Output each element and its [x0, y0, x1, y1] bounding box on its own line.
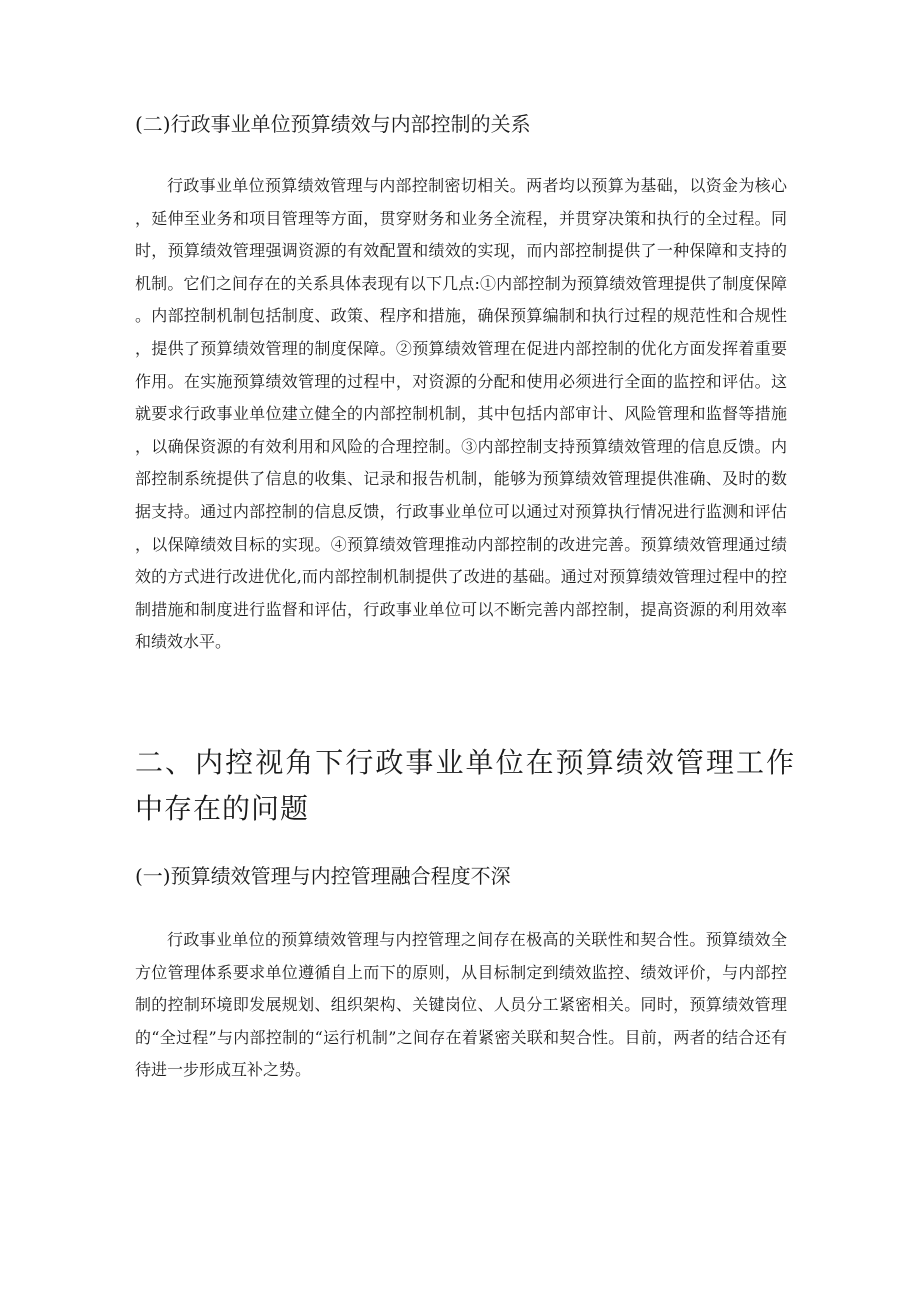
chapter-heading-problems: 二、内控视角下行政事业单位在预算绩效管理工作中存在的问题: [135, 746, 795, 825]
paragraph-integration: 行政事业单位的预算绩效管理与内控管理之间存在极高的关联性和契合性。预算绩效全方位管理体系要求单位遵循自上而下的原则，从目标制定到绩效监控、绩效评价，与内部控制的控制环境即发展规划、组织架构、关键岗位、人员分工紧密相关。同时，预算绩效管理的“全过程”与内部控制的“运行机制”之间存在着紧密关联和契合性。目前，两者的结合还有待进一步形成互补之势。: [135, 930, 787, 1080]
section-heading-relationship: (二)行政事业单位预算绩效与内部控制的关系: [135, 112, 531, 136]
section-heading-integration: (一)预算绩效管理与内控管理融合程度不深: [135, 864, 511, 888]
paragraph-relationship: 行政事业单位预算绩效管理与内部控制密切相关。两者均以预算为基础，以资金为核心，延伸至业务和项目管理等方面，贯穿财务和业务全流程，并贯穿决策和执行的全过程。同时，预算绩效管理强调资源的有效配置和绩效的实现，而内部控制提供了一种保障和支持的机制。它们之间存在的关系具体表现有以下几点:①内部控制为预算绩效管理提供了制度保障。内部控制机制包括制度、政策、程序和措施，确保预算编制和执行过程的规范性和合规性，提供了预算绩效管理的制度保障。②预算绩效管理在促进内部控制的优化方面发挥着重要作用。在实施预算绩效管理的过程中，对资源的分配和使用必须进行全面的监控和评估。这就要求行政事业单位建立健全的内部控制机制，其中包括内部审计、风险管理和监督等措施，以确保资源的有效利用和风险的合理控制。③内部控制支持预算绩效管理的信息反馈。内部控制系统提供了信息的收集、记录和报告机制，能够为预算绩效管理提供准确、及时的数据支持。通过内部控制的信息反馈，行政事业单位可以通过对预算执行情况进行监测和评估，以保障绩效目标的实现。④预算绩效管理推动内部控制的改进完善。预算绩效管理通过绩效的方式进行改进优化,而内部控制机制提供了改进的基础。通过对预算绩效管理过程中的控制措施和制度进行监督和评估，行政事业单位可以不断完善内部控制，提高资源的利用效率和绩效水平。: [135, 176, 787, 652]
